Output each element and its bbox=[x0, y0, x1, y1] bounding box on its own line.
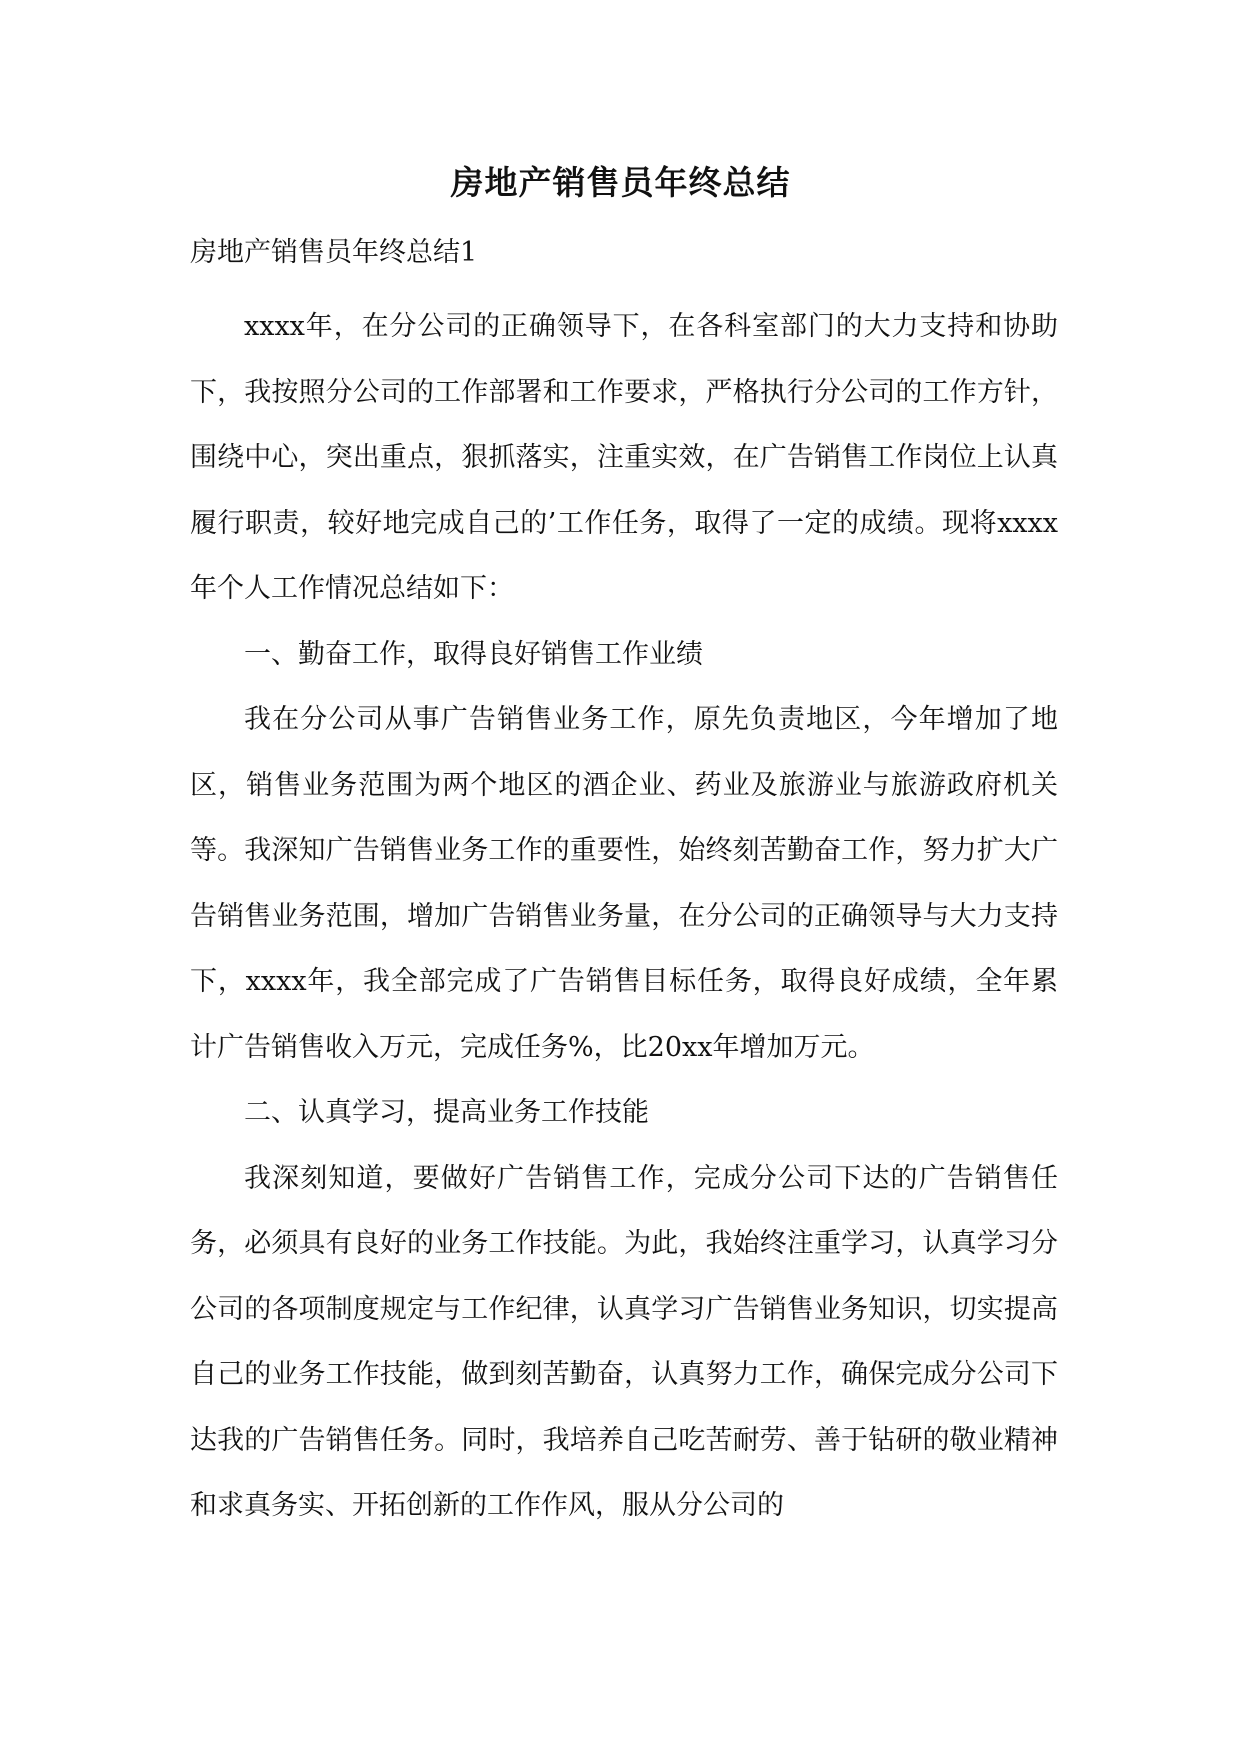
paragraph-section-1: 我在分公司从事广告销售业务工作，原先负责地区，今年增加了地区，销售业务范围为两个地区的酒企业、药业及旅游业与旅游政府机关等。我深知广告销售业务工作的重要性，始终刻苦勤奋工作，努力扩大广告销售业务范围，增加广告销售业务量，在分公司的正确领导与大力支持下，xxxx年，我全部完成了广告销售目标任务，取得良好成绩，全年累计广告销售收入万元，完成任务%，比20xx年增加万元。 bbox=[190, 704, 1058, 1063]
document-title: 房地产销售员年终总结 bbox=[450, 163, 791, 202]
paragraph-section-2: 我深刻知道，要做好广告销售工作，完成分公司下达的广告销售任务，必须具有良好的业务工作技能。为此，我始终注重学习，认真学习分公司的各项制度规定与工作纪律，认真学习广告销售业务知识，切实提高自己的业务工作技能，做到刻苦勤奋，认真努力工作，确保完成分公司下达我的广告销售任务。同时，我培养自己吃苦耐劳、善于钻研的敬业精神和求真务实、开拓创新的工作作风，服从分公司的 bbox=[190, 1162, 1058, 1521]
section-heading-2: 二、认真学习，提高业务工作技能 bbox=[244, 1097, 649, 1128]
section-heading-1: 一、勤奋工作，取得良好销售工作业绩 bbox=[244, 638, 703, 670]
document-body bbox=[190, 294, 1058, 1539]
paragraph-intro: xxxx年，在分公司的正确领导下，在各科室部门的大力支持和协助下，我按照分公司的工作部署和工作要求，严格执行分公司的工作方针，围绕中心，突出重点，狠抓落实，注重实效，在广告销售工作岗位上认真履行职责，较好地完成自己的’工作任务，取得了一定的成绩。现将xxxx年个人工作情况总结如下： bbox=[190, 311, 1058, 604]
document-subtitle: 房地产销售员年终总结1 bbox=[190, 237, 478, 268]
